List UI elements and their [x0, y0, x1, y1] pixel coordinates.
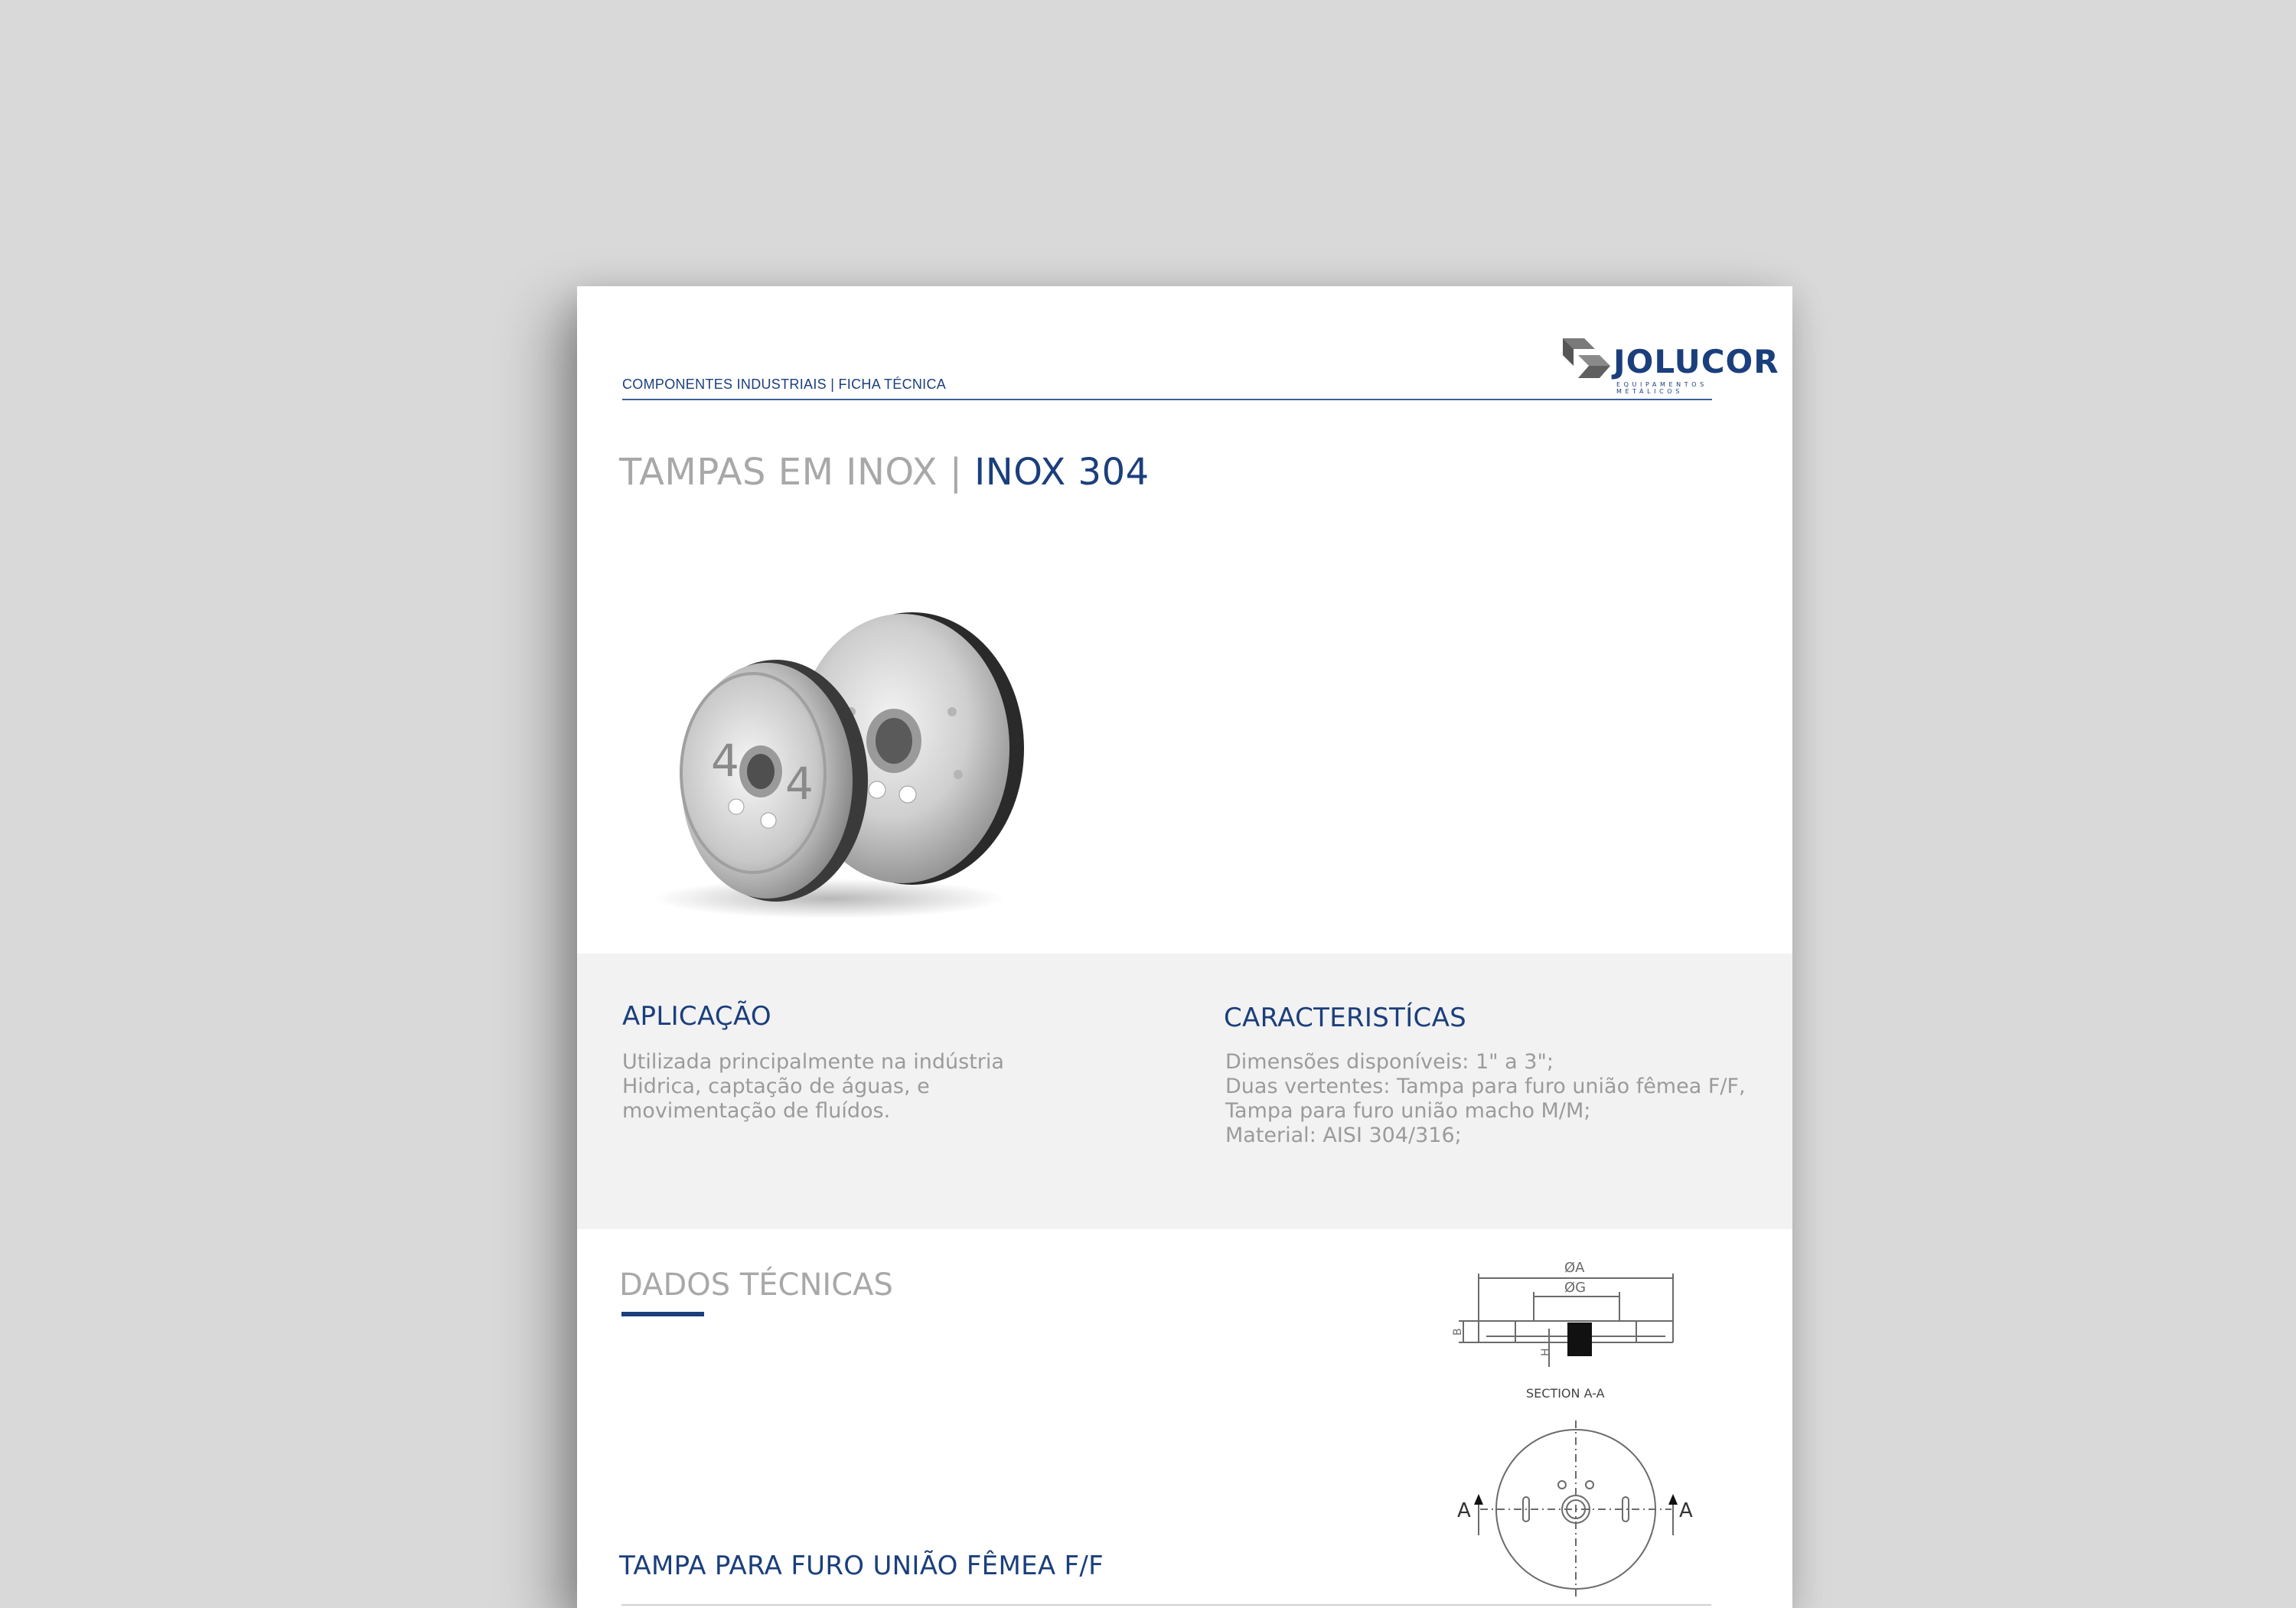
aplicacao-line: Hidrica, captação de águas, e [622, 1075, 930, 1098]
caracteristicas-heading: CARACTERISTÍCAS [1224, 1003, 1467, 1033]
section-label: SECTION A-A [1526, 1386, 1605, 1401]
jolucor-logo [1561, 335, 1779, 395]
section-marker-left: A [1457, 1499, 1471, 1522]
dim-h-label: H [1540, 1348, 1552, 1356]
dim-a-label: ØA [1564, 1260, 1585, 1276]
aplicacao-line: movimentação de fluídos. [622, 1099, 891, 1123]
caracteristicas-line: Material: AISI 304/316; [1225, 1124, 1462, 1147]
dados-underline [621, 1312, 704, 1316]
tampa-subheading: TAMPA PARA FURO UNIÃO FÊMEA F/F [619, 1551, 1104, 1581]
logo-mark-icon [1561, 335, 1612, 381]
brand-name: JOLUCOR [1613, 343, 1779, 380]
technical-drawing [1450, 1252, 1702, 1601]
caracteristicas-text [1225, 1050, 1746, 1148]
section-marker-right: A [1679, 1499, 1693, 1522]
dados-heading: DADOS TÉCNICAS [619, 1267, 893, 1303]
bottom-divider [621, 1604, 1711, 1606]
title-main: TAMPAS EM INOX [619, 451, 938, 494]
aplicacao-heading: APLICAÇÃO [622, 1001, 771, 1032]
title-separator: | [949, 451, 963, 494]
caracteristicas-line: Dimensões disponíveis: 1" a 3"; [1225, 1050, 1554, 1074]
svg-text:4: 4 [711, 735, 739, 787]
dim-b-label: B [1452, 1328, 1464, 1336]
svg-text:4: 4 [785, 758, 814, 810]
header-label: COMPONENTES INDUSTRIAIS | FICHA TÉCNICA [622, 377, 947, 392]
page-title [619, 451, 1150, 494]
aplicacao-line: Utilizada principalmente na indústria [622, 1050, 1004, 1074]
product-photo [638, 577, 1036, 929]
caracteristicas-line: Tampa para furo união macho M/M; [1225, 1099, 1591, 1123]
aplicacao-text [622, 1050, 1004, 1124]
datasheet-page [577, 286, 1792, 1608]
caracteristicas-line: Duas vertentes: Tampa para furo união fêmea F/F, [1225, 1075, 1746, 1098]
dim-g-label: ØG [1564, 1280, 1587, 1296]
header-divider [622, 399, 1712, 400]
brand-tagline: EQUIPAMENTOS METÁLICOS [1616, 381, 1707, 395]
title-highlight: INOX 304 [974, 451, 1150, 494]
